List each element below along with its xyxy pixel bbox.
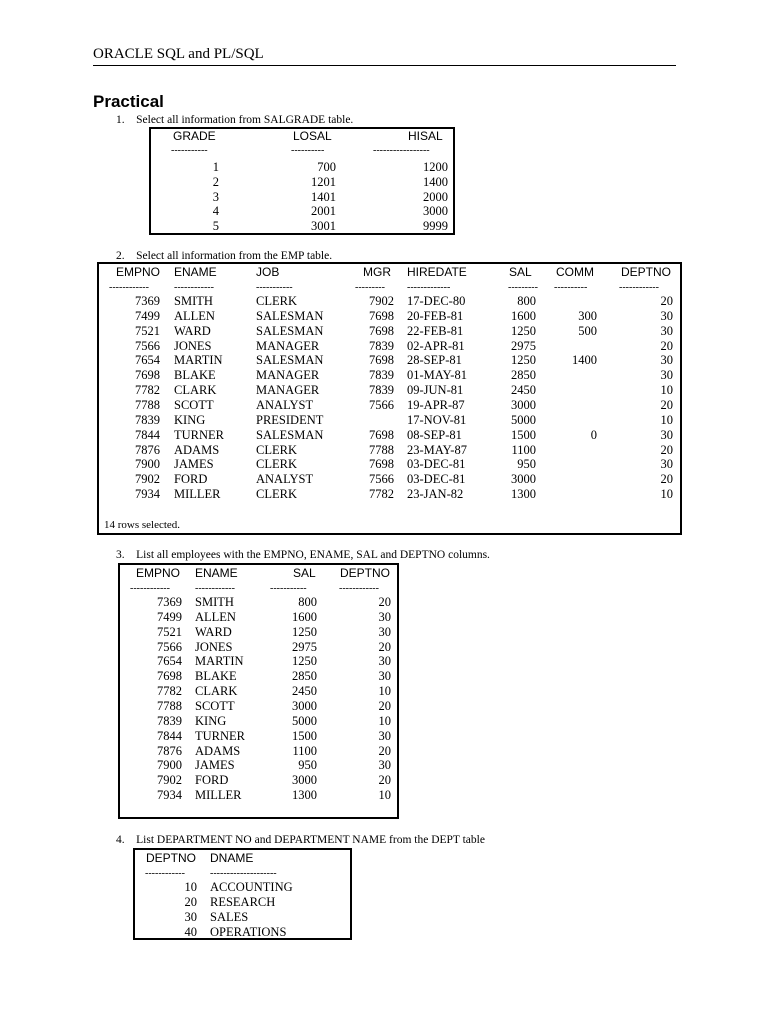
table-cell: 500 (578, 323, 597, 338)
table-cell: 23-MAY-87 (407, 442, 467, 457)
table-cell: 30 (660, 457, 673, 472)
table-cell: 10 (378, 684, 391, 699)
table-cell: SALESMAN (256, 427, 324, 442)
table-cell: 20 (660, 397, 673, 412)
table-cell: PRESIDENT (256, 412, 324, 427)
table-cell: 20-FEB-81 (407, 308, 464, 323)
column-header-ename: ENAME (195, 566, 238, 580)
column-underline: ----------- (256, 282, 293, 293)
table-cell: 1400 (423, 174, 448, 189)
table-cell: 7902 (135, 472, 160, 487)
table-cell: 7876 (135, 442, 160, 457)
table-cell: 7844 (135, 427, 160, 442)
table-cell: 10 (378, 713, 391, 728)
table-cell: 22-FEB-81 (407, 323, 464, 338)
column-header-deptno: DEPTNO (340, 566, 391, 580)
table-cell: 7782 (157, 684, 182, 699)
table-cell: 20 (378, 595, 391, 609)
table-cell: 3000 (423, 204, 448, 219)
table-cell: ANALYST (256, 472, 314, 487)
table-cell: CLERK (256, 487, 297, 502)
table-cell: JAMES (174, 457, 214, 472)
table-cell: 1401 (311, 189, 336, 204)
column-header-hiredate: HIREDATE (407, 265, 467, 279)
table-cell: 3001 (311, 219, 336, 234)
table-cell: 3 (212, 189, 219, 204)
column-header-deptno: DEPTNO (621, 265, 672, 279)
table-cell: MANAGER (256, 383, 320, 398)
table-cell: FORD (195, 773, 229, 788)
column-underline: ------------ (174, 282, 214, 293)
table-cell: 7566 (157, 639, 182, 654)
table-cell: BLAKE (195, 669, 237, 684)
rows-selected-footer: 14 rows selected. (104, 519, 181, 531)
column-header-job: JOB (256, 265, 280, 279)
column-header-losal: LOSAL (293, 129, 332, 143)
table-cell: 2001 (311, 204, 336, 219)
table-cell: SCOTT (195, 698, 235, 713)
table-cell: CLARK (174, 383, 217, 398)
table-cell: 7839 (157, 713, 182, 728)
column-header-ename: ENAME (174, 265, 217, 279)
table-cell: 10 (660, 412, 673, 427)
column-header-comm: COMM (556, 265, 594, 279)
table-cell: 7839 (369, 368, 394, 383)
table-cell: 5000 (292, 713, 317, 728)
table-cell: SALES (210, 909, 249, 924)
table-cell: ANALYST (256, 397, 314, 412)
table-cell: 800 (298, 595, 317, 609)
table-cell: 7934 (135, 487, 160, 502)
table-cell: 7698 (157, 669, 182, 684)
table-cell: 5 (212, 219, 219, 234)
table-cell: 7788 (157, 698, 182, 713)
table-cell: TURNER (195, 728, 245, 743)
table-cell: 7839 (369, 383, 394, 398)
table-cell: 1250 (292, 654, 317, 669)
table-cell: 7698 (369, 427, 394, 442)
column-underline: --------- (355, 282, 385, 293)
table-cell: 30 (184, 909, 197, 924)
column-underline: ---------- (291, 145, 325, 156)
column-underline: ------------ (109, 282, 149, 293)
column-underline: -------------------- (210, 868, 277, 879)
table-cell: 7698 (369, 353, 394, 368)
table-cell: SALESMAN (256, 353, 324, 368)
table-cell: 20 (184, 894, 197, 909)
question-3-label: 3. List all employees with the EMPNO, ENAME, SAL and DEPTNO columns. (116, 549, 490, 561)
question-1-label: 1. Select all information from SALGRADE table. (116, 114, 354, 126)
table-cell: 7900 (135, 457, 160, 472)
table-cell: 17-DEC-80 (407, 294, 466, 308)
table-cell: 2975 (511, 338, 536, 353)
table-cell: ADAMS (195, 743, 241, 758)
table-cell: 17-NOV-81 (407, 412, 467, 427)
column-header-mgr: MGR (363, 265, 391, 279)
column-underline: ------------- (407, 282, 451, 293)
table-cell: 20 (660, 442, 673, 457)
table-cell: 20 (660, 294, 673, 308)
table-cell: SALESMAN (256, 308, 324, 323)
table-cell: 2 (212, 174, 219, 189)
table-cell: 10 (660, 487, 673, 502)
table-cell: ALLEN (195, 609, 236, 624)
table-cell: 30 (660, 323, 673, 338)
table-cell: 7369 (135, 294, 160, 308)
table-cell: 700 (317, 160, 336, 174)
table-cell: 30 (378, 758, 391, 773)
table-cell: 30 (660, 308, 673, 323)
table-cell: 7782 (369, 487, 394, 502)
dept-table (133, 848, 352, 940)
table-cell: 2000 (423, 189, 448, 204)
table-cell: ADAMS (174, 442, 220, 457)
table-cell: 30 (660, 368, 673, 383)
table-cell: 7902 (157, 773, 182, 788)
table-cell: 20 (660, 472, 673, 487)
emp-table (97, 262, 682, 535)
table-cell: 3000 (511, 397, 536, 412)
table-cell: 7521 (157, 624, 182, 639)
table-cell: 2975 (292, 639, 317, 654)
table-cell: 30 (660, 427, 673, 442)
table-cell: 7654 (157, 654, 182, 669)
table-cell: 1250 (511, 353, 536, 368)
table-cell: 30 (378, 654, 391, 669)
table-cell: 0 (590, 427, 597, 442)
table-cell: 30 (378, 624, 391, 639)
column-header-empno: EMPNO (116, 265, 161, 279)
column-header-sal: SAL (293, 566, 316, 580)
table-cell: MANAGER (256, 338, 320, 353)
table-cell: 1600 (292, 609, 317, 624)
document-header-title: ORACLE SQL and PL/SQL (93, 46, 264, 62)
table-cell: 28-SEP-81 (407, 353, 462, 368)
table-cell: 7499 (135, 308, 160, 323)
table-cell: 3000 (292, 773, 317, 788)
table-cell: SCOTT (174, 397, 214, 412)
column-underline: ------------ (195, 583, 235, 594)
column-underline: ----------- (171, 145, 208, 156)
table-cell: ACCOUNTING (210, 880, 293, 894)
column-underline: ------------ (619, 282, 659, 293)
table-cell: 4 (212, 204, 219, 219)
table-cell: 1100 (292, 743, 317, 758)
table-cell: 1400 (572, 353, 597, 368)
table-cell: 9999 (423, 219, 448, 234)
table-cell: 7698 (135, 368, 160, 383)
table-cell: MILLER (195, 788, 242, 803)
table-cell: 1600 (511, 308, 536, 323)
table-cell: 1500 (511, 427, 536, 442)
table-cell: 30 (660, 353, 673, 368)
column-underline: ----------------- (373, 145, 430, 156)
table-cell: 40 (184, 924, 197, 939)
emp-columns-table (118, 563, 399, 819)
table-cell: 1100 (511, 442, 536, 457)
table-cell: KING (174, 412, 206, 427)
column-underline: ------------ (145, 868, 185, 879)
table-cell: 3000 (292, 698, 317, 713)
table-cell: 7934 (157, 788, 182, 803)
table-cell: 7788 (369, 442, 394, 457)
column-header-sal: SAL (509, 265, 532, 279)
table-cell: 2850 (292, 669, 317, 684)
table-cell: 1250 (292, 624, 317, 639)
table-cell: 7900 (157, 758, 182, 773)
table-cell: SMITH (195, 595, 234, 609)
table-cell: 19-APR-87 (407, 397, 465, 412)
table-cell: 23-JAN-82 (407, 487, 464, 502)
table-cell: WARD (174, 323, 211, 338)
table-cell: 800 (517, 294, 536, 308)
salgrade-table (149, 127, 455, 235)
table-cell: 5000 (511, 412, 536, 427)
table-cell: 1500 (292, 728, 317, 743)
column-underline: ---------- (554, 282, 588, 293)
table-cell: 01-MAY-81 (407, 368, 467, 383)
table-cell: 20 (378, 773, 391, 788)
table-cell: 09-JUN-81 (407, 383, 464, 398)
table-cell: SALESMAN (256, 323, 324, 338)
table-cell: 2850 (511, 368, 536, 383)
column-header-hisal: HISAL (408, 129, 443, 143)
table-cell: TURNER (174, 427, 224, 442)
table-cell: 20 (660, 338, 673, 353)
table-cell: 10 (660, 383, 673, 398)
table-cell: 950 (298, 758, 317, 773)
table-cell: JONES (174, 338, 212, 353)
table-cell: 7839 (135, 412, 160, 427)
table-cell: CLARK (195, 684, 238, 699)
table-cell: 30 (378, 669, 391, 684)
table-cell: 10 (378, 788, 391, 803)
column-underline: ------------ (339, 583, 379, 594)
table-cell: 03-DEC-81 (407, 457, 466, 472)
table-cell: 7902 (369, 294, 394, 308)
table-cell: SMITH (174, 294, 213, 308)
table-cell: 7876 (157, 743, 182, 758)
table-cell: 3000 (511, 472, 536, 487)
table-cell: 7566 (369, 397, 394, 412)
table-cell: CLERK (256, 294, 297, 308)
table-cell: OPERATIONS (210, 924, 287, 939)
table-cell: 20 (378, 639, 391, 654)
header-rule (93, 65, 676, 66)
table-cell: CLERK (256, 457, 297, 472)
table-cell: 7788 (135, 397, 160, 412)
column-underline: ----------- (270, 583, 307, 594)
table-cell: FORD (174, 472, 208, 487)
table-cell: JONES (195, 639, 233, 654)
table-cell: 7782 (135, 383, 160, 398)
table-cell: CLERK (256, 442, 297, 457)
table-cell: 7369 (157, 595, 182, 609)
table-cell: 1300 (292, 788, 317, 803)
table-cell: ALLEN (174, 308, 215, 323)
table-cell: 300 (578, 308, 597, 323)
table-cell: 7698 (369, 457, 394, 472)
column-header-grade: GRADE (173, 129, 216, 143)
table-cell: BLAKE (174, 368, 216, 383)
table-cell: 10 (184, 880, 197, 894)
section-title: Practical (93, 92, 164, 111)
table-cell: MARTIN (195, 654, 244, 669)
table-cell: MARTIN (174, 353, 223, 368)
column-header-empno: EMPNO (136, 566, 181, 580)
column-underline: ------------ (130, 583, 170, 594)
table-cell: 7844 (157, 728, 182, 743)
column-underline: --------- (508, 282, 538, 293)
table-cell: 1201 (311, 174, 336, 189)
table-cell: 03-DEC-81 (407, 472, 466, 487)
table-cell: 1300 (511, 487, 536, 502)
table-cell: 30 (378, 609, 391, 624)
table-cell: 02-APR-81 (407, 338, 465, 353)
table-cell: 2450 (511, 383, 536, 398)
table-cell: 08-SEP-81 (407, 427, 462, 442)
table-cell: 1200 (423, 160, 448, 174)
table-cell: 30 (378, 728, 391, 743)
table-cell: 2450 (292, 684, 317, 699)
table-cell: 7521 (135, 323, 160, 338)
table-cell: 7566 (135, 338, 160, 353)
table-cell: RESEARCH (210, 894, 276, 909)
table-cell: 20 (378, 743, 391, 758)
table-cell: 7698 (369, 308, 394, 323)
column-header-deptno: DEPTNO (146, 851, 197, 865)
question-4-label: 4. List DEPARTMENT NO and DEPARTMENT NAME from the DEPT table (116, 834, 485, 846)
table-cell: 7698 (369, 323, 394, 338)
table-cell: 20 (378, 698, 391, 713)
table-cell: MANAGER (256, 368, 320, 383)
table-cell: 1250 (511, 323, 536, 338)
table-cell: 7499 (157, 609, 182, 624)
table-cell: JAMES (195, 758, 235, 773)
table-cell: 950 (517, 457, 536, 472)
table-cell: 7654 (135, 353, 160, 368)
table-cell: 7839 (369, 338, 394, 353)
table-cell: 1 (212, 160, 219, 174)
table-cell: MILLER (174, 487, 221, 502)
table-cell: 7566 (369, 472, 394, 487)
table-cell: KING (195, 713, 227, 728)
table-cell: WARD (195, 624, 232, 639)
column-header-dname: DNAME (210, 851, 254, 865)
question-2-label: 2. Select all information from the EMP table. (116, 250, 333, 262)
